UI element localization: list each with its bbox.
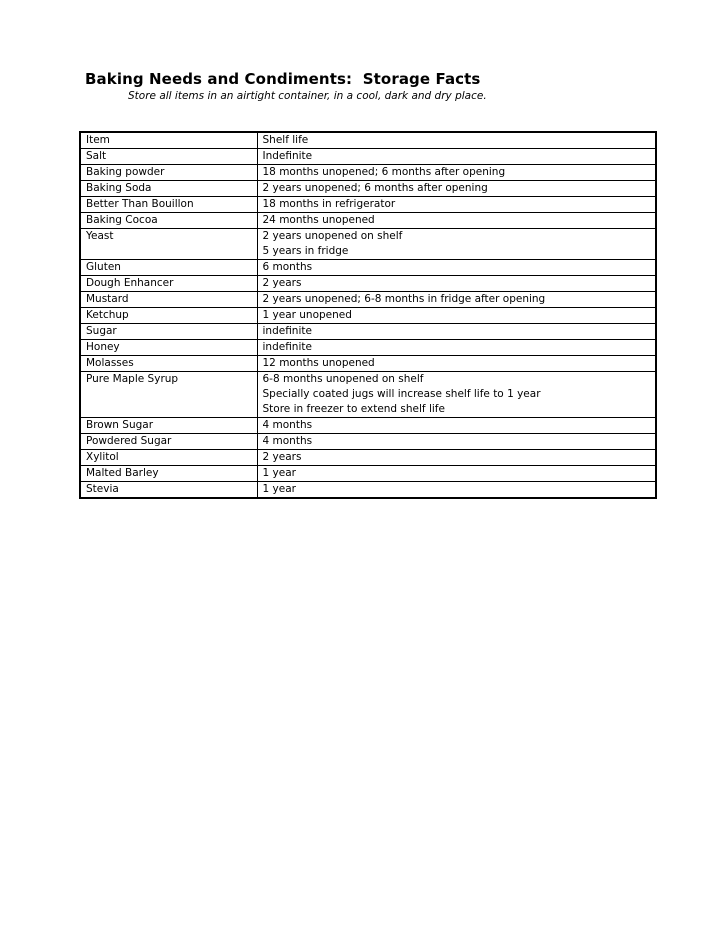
item-cell: Baking Cocoa bbox=[80, 213, 257, 229]
table-row bbox=[80, 292, 656, 308]
item-cell: Dough Enhancer bbox=[80, 276, 257, 292]
shelf-life-cell bbox=[257, 308, 656, 324]
table-row bbox=[80, 308, 656, 324]
table-row bbox=[80, 181, 656, 197]
item-cell: Malted Barley bbox=[80, 466, 257, 482]
shelf-life-cell bbox=[257, 372, 656, 418]
shelf-life-cell bbox=[257, 181, 656, 197]
table-row bbox=[80, 450, 656, 466]
shelf-life-cell bbox=[257, 229, 656, 260]
shelf-life-cell bbox=[257, 292, 656, 308]
document-title: Baking Needs and Condiments: Storage Facts bbox=[85, 70, 481, 88]
item-cell: Sugar bbox=[80, 324, 257, 340]
shelf-life-line: 12 months unopened bbox=[262, 357, 375, 369]
shelf-life-line: 4 months bbox=[262, 435, 313, 447]
shelf-life-cell bbox=[257, 149, 656, 165]
shelf-life-cell bbox=[257, 340, 656, 356]
item-cell: Brown Sugar bbox=[80, 418, 257, 434]
shelf-life-cell bbox=[257, 466, 656, 482]
shelf-life-line: Indefinite bbox=[262, 150, 313, 162]
shelf-life-line: 5 years in fridge bbox=[262, 245, 349, 257]
shelf-life-line: indefinite bbox=[262, 341, 312, 353]
table-row bbox=[80, 197, 656, 213]
shelf-life-line: Specially coated jugs will increase shelf life to 1 year bbox=[262, 388, 541, 400]
shelf-life-line: Store in freezer to extend shelf life bbox=[262, 403, 445, 415]
shelf-life-line: 18 months unopened; 6 months after opening bbox=[262, 166, 506, 178]
shelf-life-cell bbox=[257, 197, 656, 213]
table-row bbox=[80, 340, 656, 356]
shelf-life-cell bbox=[257, 213, 656, 229]
shelf-life-cell bbox=[257, 324, 656, 340]
table-header-row bbox=[80, 132, 656, 149]
shelf-life-cell bbox=[257, 450, 656, 466]
item-cell: Honey bbox=[80, 340, 257, 356]
shelf-life-cell bbox=[257, 434, 656, 450]
table-row bbox=[80, 229, 656, 260]
table-row bbox=[80, 149, 656, 165]
item-cell: Stevia bbox=[80, 482, 257, 499]
storage-table bbox=[79, 131, 657, 499]
table-row bbox=[80, 260, 656, 276]
shelf-life-cell bbox=[257, 418, 656, 434]
item-cell: Powdered Sugar bbox=[80, 434, 257, 450]
shelf-life-line: 6 months bbox=[262, 261, 313, 273]
shelf-life-cell bbox=[257, 165, 656, 181]
shelf-life-cell bbox=[257, 356, 656, 372]
item-cell: Baking Soda bbox=[80, 181, 257, 197]
item-cell: Mustard bbox=[80, 292, 257, 308]
item-cell: Better Than Bouillon bbox=[80, 197, 257, 213]
storage-table-body bbox=[80, 132, 656, 498]
table-row bbox=[80, 213, 656, 229]
shelf-life-cell bbox=[257, 276, 656, 292]
shelf-life-line: 2 years unopened; 6 months after opening bbox=[262, 182, 488, 194]
shelf-life-line: 4 months bbox=[262, 419, 313, 431]
table-row bbox=[80, 482, 656, 499]
item-cell: Baking powder bbox=[80, 165, 257, 181]
table-row bbox=[80, 165, 656, 181]
shelf-life-line: 2 years bbox=[262, 277, 302, 289]
item-cell: Yeast bbox=[80, 229, 257, 260]
shelf-life-line: 2 years bbox=[262, 451, 302, 463]
header-cell-item: Item bbox=[80, 132, 257, 149]
item-cell: Ketchup bbox=[80, 308, 257, 324]
header-cell-shelf-life bbox=[257, 132, 656, 149]
shelf-life-cell bbox=[257, 482, 656, 499]
item-cell: Xylitol bbox=[80, 450, 257, 466]
shelf-life-line: 1 year bbox=[262, 467, 296, 479]
item-cell: Gluten bbox=[80, 260, 257, 276]
item-cell: Molasses bbox=[80, 356, 257, 372]
shelf-life-line: 2 years unopened; 6-8 months in fridge after opening bbox=[262, 293, 546, 305]
item-cell: Pure Maple Syrup bbox=[80, 372, 257, 418]
shelf-life-line: 24 months unopened bbox=[262, 214, 375, 226]
table-row bbox=[80, 324, 656, 340]
shelf-life-line: 6-8 months unopened on shelf bbox=[262, 373, 424, 385]
shelf-life-line: Shelf life bbox=[262, 134, 309, 146]
shelf-life-cell bbox=[257, 260, 656, 276]
table-row bbox=[80, 434, 656, 450]
item-cell: Salt bbox=[80, 149, 257, 165]
shelf-life-line: 18 months in refrigerator bbox=[262, 198, 396, 210]
shelf-life-line: 2 years unopened on shelf bbox=[262, 230, 403, 242]
table-row bbox=[80, 372, 656, 418]
shelf-life-line: 1 year unopened bbox=[262, 309, 352, 321]
table-row bbox=[80, 466, 656, 482]
table-row bbox=[80, 418, 656, 434]
table-row bbox=[80, 356, 656, 372]
shelf-life-line: indefinite bbox=[262, 325, 312, 337]
table-row bbox=[80, 276, 656, 292]
document-subtitle: Store all items in an airtight container, in a cool, dark and dry place. bbox=[128, 90, 487, 102]
shelf-life-line: 1 year bbox=[262, 483, 296, 495]
